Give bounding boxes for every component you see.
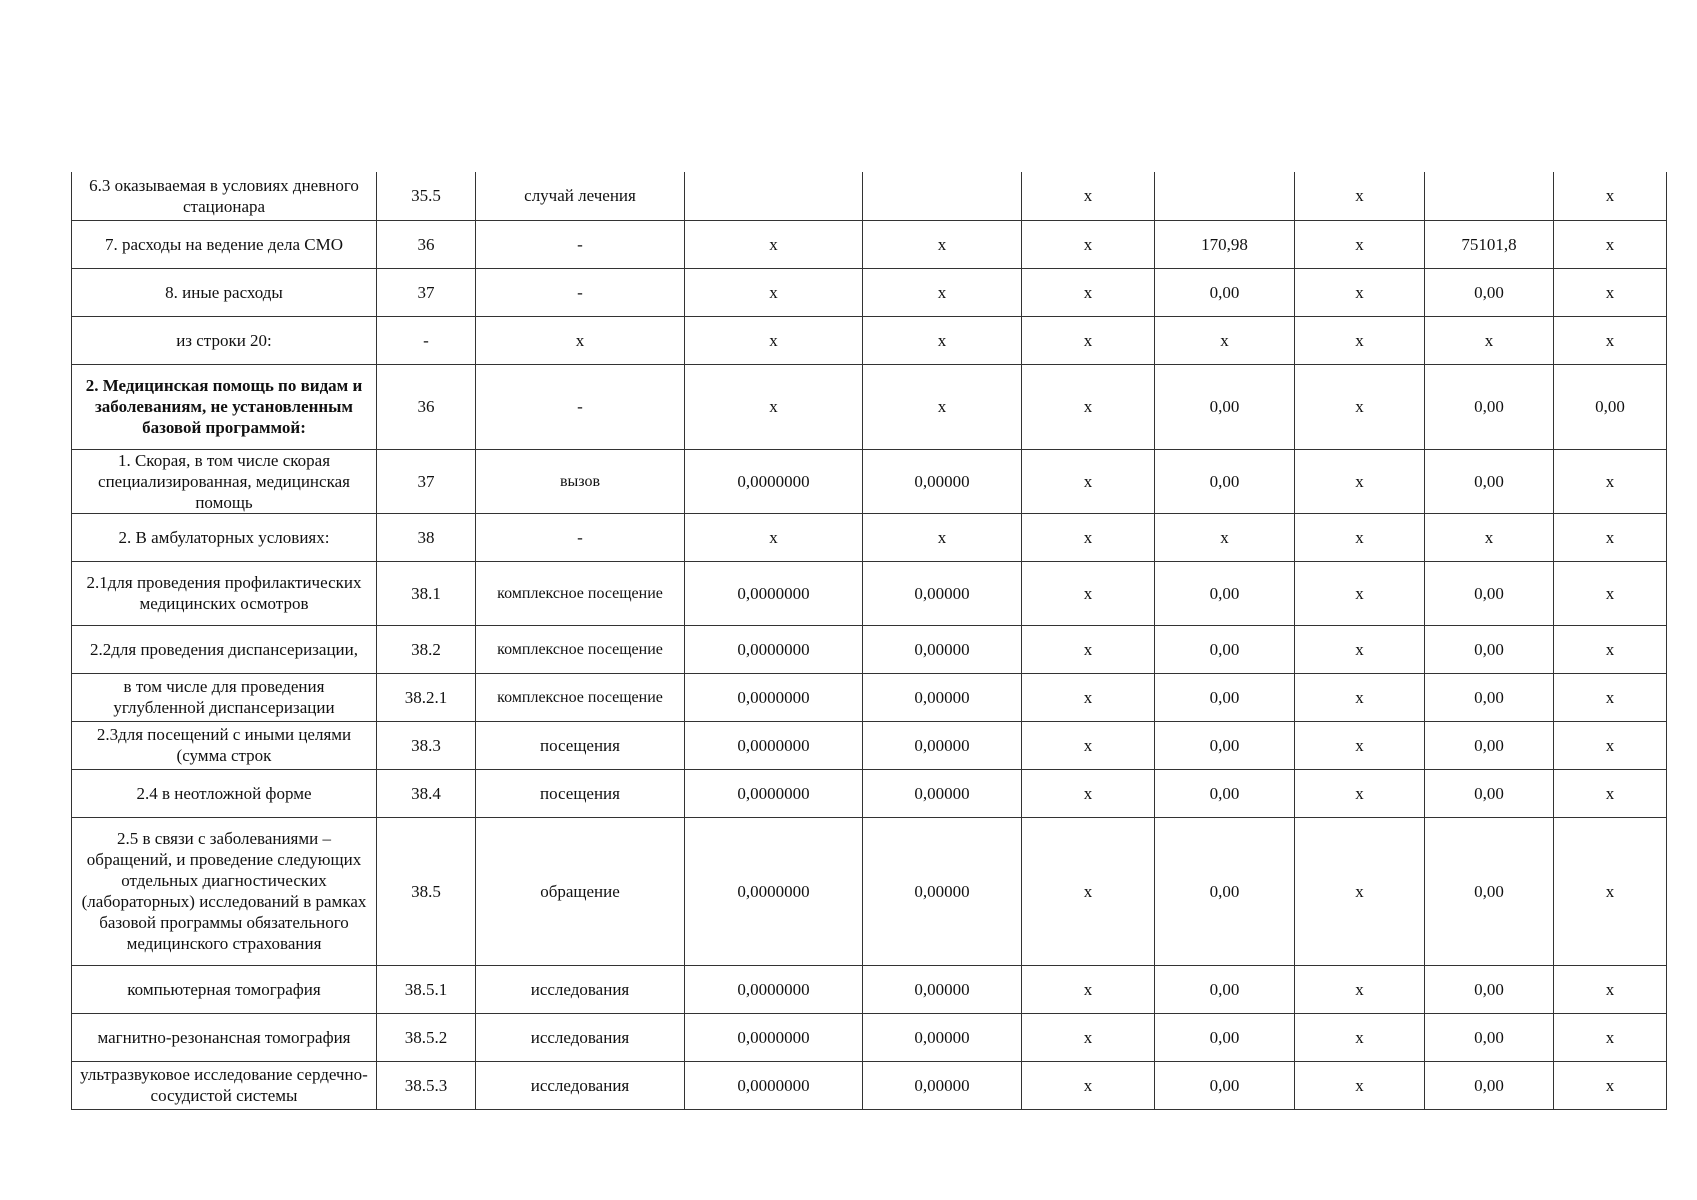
cell-col4: 0,0000000 — [685, 673, 863, 721]
table-row — [72, 673, 1667, 721]
cell-col8: х — [1295, 965, 1425, 1013]
table-row — [72, 268, 1667, 316]
cell-col10: х — [1554, 449, 1667, 513]
table-row — [72, 625, 1667, 673]
cell-col4: 0,0000000 — [685, 449, 863, 513]
cell-col6: х — [1022, 1013, 1155, 1061]
cell-col6: х — [1022, 965, 1155, 1013]
row-code: 38.3 — [377, 721, 476, 769]
cell-col10: х — [1554, 316, 1667, 364]
cell-col5 — [863, 172, 1022, 220]
cell-col4: х — [685, 316, 863, 364]
cell-col6: х — [1022, 513, 1155, 561]
row-code: 36 — [377, 220, 476, 268]
cell-col10: 0,00 — [1554, 364, 1667, 449]
cell-col8: х — [1295, 817, 1425, 965]
cell-col6: х — [1022, 172, 1155, 220]
cell-col4: 0,0000000 — [685, 1013, 863, 1061]
row-unit: исследования — [476, 965, 685, 1013]
row-unit: случай лечения — [476, 172, 685, 220]
cell-col6: х — [1022, 769, 1155, 817]
cell-col10: х — [1554, 965, 1667, 1013]
cell-col10: х — [1554, 769, 1667, 817]
cell-col7: 0,00 — [1155, 673, 1295, 721]
cell-col9: х — [1425, 513, 1554, 561]
cell-col4: 0,0000000 — [685, 625, 863, 673]
cell-col8: х — [1295, 513, 1425, 561]
cell-col4: х — [685, 268, 863, 316]
row-unit: исследования — [476, 1061, 685, 1109]
cell-col8: х — [1295, 721, 1425, 769]
row-code: 36 — [377, 364, 476, 449]
table-row — [72, 316, 1667, 364]
cell-col9: 0,00 — [1425, 721, 1554, 769]
cell-col5: х — [863, 220, 1022, 268]
row-code: 38.4 — [377, 769, 476, 817]
cell-col6: х — [1022, 721, 1155, 769]
cell-col9: 0,00 — [1425, 561, 1554, 625]
row-code: 38 — [377, 513, 476, 561]
cell-col5: 0,00000 — [863, 817, 1022, 965]
row-code: 35.5 — [377, 172, 476, 220]
row-unit: - — [476, 220, 685, 268]
row-code: - — [377, 316, 476, 364]
table-row — [72, 172, 1667, 220]
cell-col10: х — [1554, 1061, 1667, 1109]
cell-col7: 170,98 — [1155, 220, 1295, 268]
cell-col8: х — [1295, 561, 1425, 625]
cell-col7: 0,00 — [1155, 449, 1295, 513]
cell-col7: х — [1155, 513, 1295, 561]
row-name: 2.1для проведения профилактических медицинских осмотров — [72, 561, 377, 625]
cell-col7: х — [1155, 316, 1295, 364]
table-body — [72, 172, 1667, 1109]
row-unit: вызов — [476, 449, 685, 513]
cell-col9: 0,00 — [1425, 769, 1554, 817]
cell-col5: 0,00000 — [863, 561, 1022, 625]
cell-col4: х — [685, 220, 863, 268]
row-unit: комплексное посещение — [476, 673, 685, 721]
row-name: 2. Медицинская помощь по видам и заболеваниям, не установленным базовой программой: — [72, 364, 377, 449]
cell-col10: х — [1554, 268, 1667, 316]
table-row — [72, 513, 1667, 561]
cell-col6: х — [1022, 268, 1155, 316]
row-unit: посещения — [476, 721, 685, 769]
table-row — [72, 220, 1667, 268]
row-code: 38.5.2 — [377, 1013, 476, 1061]
row-unit: обращение — [476, 817, 685, 965]
row-name: из строки 20: — [72, 316, 377, 364]
row-code: 37 — [377, 449, 476, 513]
cell-col10: х — [1554, 817, 1667, 965]
cell-col4: 0,0000000 — [685, 1061, 863, 1109]
cell-col9: 0,00 — [1425, 817, 1554, 965]
table-row — [72, 364, 1667, 449]
cell-col5: х — [863, 513, 1022, 561]
table-row — [72, 965, 1667, 1013]
cell-col5: 0,00000 — [863, 449, 1022, 513]
table-row — [72, 817, 1667, 965]
cell-col9: 75101,8 — [1425, 220, 1554, 268]
cell-col4: 0,0000000 — [685, 721, 863, 769]
cell-col5: 0,00000 — [863, 673, 1022, 721]
cell-col7: 0,00 — [1155, 721, 1295, 769]
row-name: магнитно-резонансная томография — [72, 1013, 377, 1061]
cell-col4: 0,0000000 — [685, 769, 863, 817]
cell-col4: х — [685, 364, 863, 449]
cell-col5: х — [863, 268, 1022, 316]
cell-col7: 0,00 — [1155, 769, 1295, 817]
table-row — [72, 1061, 1667, 1109]
cell-col8: х — [1295, 449, 1425, 513]
row-code: 38.5.1 — [377, 965, 476, 1013]
cell-col10: х — [1554, 673, 1667, 721]
row-name: 6.3 оказываемая в условиях дневного стационара — [72, 172, 377, 220]
cell-col6: х — [1022, 449, 1155, 513]
cell-col10: х — [1554, 561, 1667, 625]
row-unit: комплексное посещение — [476, 625, 685, 673]
cell-col9: 0,00 — [1425, 1013, 1554, 1061]
row-name: 8. иные расходы — [72, 268, 377, 316]
cell-col6: х — [1022, 1061, 1155, 1109]
row-code: 38.2.1 — [377, 673, 476, 721]
row-name: 1. Скорая, в том числе скорая специализированная, медицинская помощь — [72, 449, 377, 513]
cell-col9: 0,00 — [1425, 673, 1554, 721]
cell-col6: х — [1022, 316, 1155, 364]
cell-col4: 0,0000000 — [685, 965, 863, 1013]
cell-col9: 0,00 — [1425, 625, 1554, 673]
cell-col10: х — [1554, 625, 1667, 673]
cell-col8: х — [1295, 268, 1425, 316]
cell-col6: х — [1022, 220, 1155, 268]
cell-col5: х — [863, 364, 1022, 449]
cell-col5: х — [863, 316, 1022, 364]
cell-col9: 0,00 — [1425, 268, 1554, 316]
cell-col5: 0,00000 — [863, 769, 1022, 817]
cell-col7: 0,00 — [1155, 1061, 1295, 1109]
cell-col6: х — [1022, 673, 1155, 721]
cell-col10: х — [1554, 1013, 1667, 1061]
cell-col4: 0,0000000 — [685, 561, 863, 625]
row-code: 38.5.3 — [377, 1061, 476, 1109]
table-row — [72, 721, 1667, 769]
cell-col7 — [1155, 172, 1295, 220]
row-name: 2.2для проведения диспансеризации, — [72, 625, 377, 673]
cell-col8: х — [1295, 769, 1425, 817]
cell-col7: 0,00 — [1155, 561, 1295, 625]
cell-col10: х — [1554, 721, 1667, 769]
cell-col9: 0,00 — [1425, 364, 1554, 449]
cell-col10: х — [1554, 513, 1667, 561]
cell-col6: х — [1022, 625, 1155, 673]
row-code: 38.5 — [377, 817, 476, 965]
cell-col9: 0,00 — [1425, 449, 1554, 513]
row-name: 7. расходы на ведение дела СМО — [72, 220, 377, 268]
data-table — [71, 172, 1667, 1110]
row-unit: - — [476, 364, 685, 449]
row-name: 2.5 в связи с заболеваниями – обращений, и проведение следующих отдельных диагностических (лабораторных) исследований в рамках базовой программы обязательного медицинского страхования — [72, 817, 377, 965]
cell-col9: 0,00 — [1425, 965, 1554, 1013]
cell-col7: 0,00 — [1155, 817, 1295, 965]
cell-col7: 0,00 — [1155, 1013, 1295, 1061]
table-row — [72, 561, 1667, 625]
cell-col7: 0,00 — [1155, 965, 1295, 1013]
row-code: 37 — [377, 268, 476, 316]
row-code: 38.1 — [377, 561, 476, 625]
cell-col4: 0,0000000 — [685, 817, 863, 965]
cell-col8: х — [1295, 625, 1425, 673]
cell-col7: 0,00 — [1155, 268, 1295, 316]
row-unit: посещения — [476, 769, 685, 817]
row-name: ультразвуковое исследование сердечно-сосудистой системы — [72, 1061, 377, 1109]
cell-col4 — [685, 172, 863, 220]
cell-col8: х — [1295, 673, 1425, 721]
cell-col10: х — [1554, 220, 1667, 268]
table-row — [72, 449, 1667, 513]
cell-col8: х — [1295, 220, 1425, 268]
cell-col8: х — [1295, 1013, 1425, 1061]
row-unit: - — [476, 513, 685, 561]
row-unit: исследования — [476, 1013, 685, 1061]
row-name: компьютерная томография — [72, 965, 377, 1013]
cell-col8: х — [1295, 172, 1425, 220]
cell-col7: 0,00 — [1155, 364, 1295, 449]
cell-col5: 0,00000 — [863, 965, 1022, 1013]
cell-col6: х — [1022, 364, 1155, 449]
cell-col5: 0,00000 — [863, 1061, 1022, 1109]
table-row — [72, 769, 1667, 817]
cell-col5: 0,00000 — [863, 625, 1022, 673]
row-code: 38.2 — [377, 625, 476, 673]
row-name: 2. В амбулаторных условиях: — [72, 513, 377, 561]
cell-col9: х — [1425, 316, 1554, 364]
table-row — [72, 1013, 1667, 1061]
cell-col5: 0,00000 — [863, 1013, 1022, 1061]
cell-col8: х — [1295, 364, 1425, 449]
row-unit: комплексное посещение — [476, 561, 685, 625]
row-name: 2.4 в неотложной форме — [72, 769, 377, 817]
cell-col6: х — [1022, 817, 1155, 965]
cell-col5: 0,00000 — [863, 721, 1022, 769]
cell-col4: х — [685, 513, 863, 561]
cell-col8: х — [1295, 1061, 1425, 1109]
row-unit: х — [476, 316, 685, 364]
cell-col6: х — [1022, 561, 1155, 625]
row-name: 2.3для посещений с иными целями (сумма строк — [72, 721, 377, 769]
cell-col9 — [1425, 172, 1554, 220]
cell-col7: 0,00 — [1155, 625, 1295, 673]
cell-col8: х — [1295, 316, 1425, 364]
cell-col9: 0,00 — [1425, 1061, 1554, 1109]
row-name: в том числе для проведения углубленной диспансеризации — [72, 673, 377, 721]
cell-col10: х — [1554, 172, 1667, 220]
row-unit: - — [476, 268, 685, 316]
